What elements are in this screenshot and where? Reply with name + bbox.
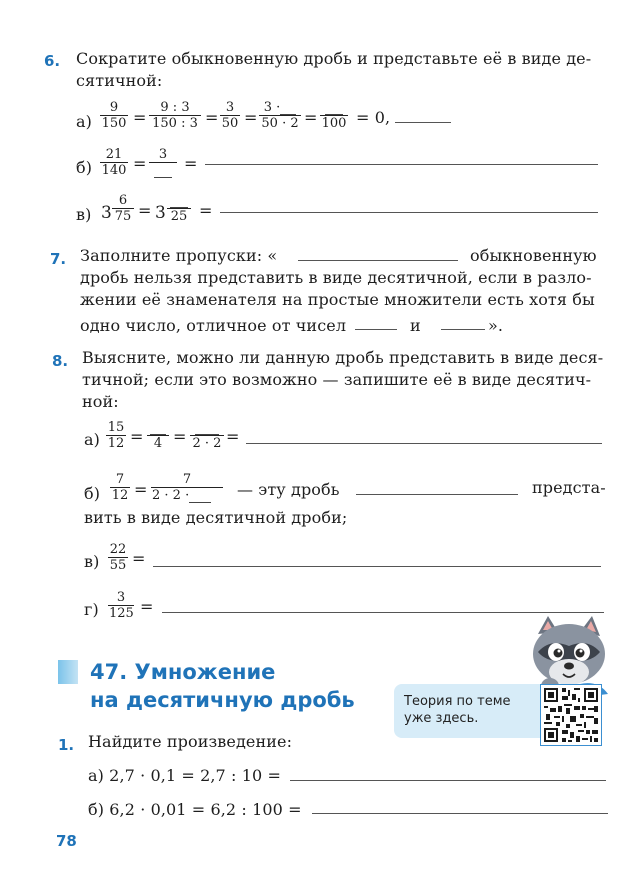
task-number: 7.: [50, 250, 67, 268]
task-text: одно число, отличное от чисел: [80, 316, 347, 335]
fraction[interactable]: $\frac{7}{2 \cdot 2 \cdot}$: [151, 472, 223, 503]
qr-code-icon[interactable]: [540, 684, 602, 746]
item-label: б): [76, 158, 93, 177]
task-number: 8.: [52, 352, 69, 370]
task-text: Сократите обыкновенную дробь и представьте её в виде де-: [76, 49, 592, 68]
item-label: в): [84, 552, 100, 571]
answer-line[interactable]: [162, 612, 604, 613]
item-label: а): [76, 112, 92, 131]
result-text: = 0,: [356, 108, 391, 127]
page-number: 78: [56, 832, 77, 850]
answer-line[interactable]: [290, 780, 606, 781]
whole-part: 3: [155, 203, 166, 223]
fraction: $\frac{15}{12}$: [107, 420, 125, 451]
answer-line[interactable]: [246, 443, 602, 444]
fraction: $\frac{3}{50}$: [221, 100, 239, 131]
task-text: Найдите произведение:: [88, 732, 293, 751]
answer-line[interactable]: [395, 122, 451, 123]
answer-line[interactable]: [298, 260, 458, 261]
item-label: б): [84, 484, 101, 503]
task-text: — эту дробь: [237, 480, 340, 499]
fraction[interactable]: 100: [320, 100, 348, 131]
item-label: а): [84, 430, 100, 449]
fraction: $\frac{9 : 3}{150 : 3}$: [149, 100, 201, 131]
item-label: в): [76, 205, 92, 224]
task-text: вить в виде десятичной дроби;: [84, 508, 348, 527]
item-text: б) 6,2 · 0,01 = 6,2 : 100 =: [88, 800, 302, 819]
answer-line[interactable]: [356, 494, 518, 495]
task-number: 6.: [44, 52, 61, 70]
item-label: г): [84, 600, 99, 619]
task-text: Выясните, можно ли данную дробь представить в виде деся-: [82, 348, 604, 367]
fraction[interactable]: 25: [167, 193, 191, 224]
task-text: и: [410, 316, 421, 335]
answer-line[interactable]: [441, 329, 485, 330]
fraction: $\frac{22}{55}$: [109, 542, 127, 573]
fraction: $\frac{21}{140}$: [101, 147, 127, 178]
answer-line[interactable]: [220, 212, 598, 213]
task-text: дробь нельзя представить в виде десятичной, если в разло-: [80, 268, 592, 287]
section-marker: [58, 660, 78, 684]
whole-part: 3: [101, 203, 112, 223]
task-text: предста-: [532, 478, 606, 497]
fraction: $\frac{7}{12}$: [111, 472, 129, 503]
task-text: жении её знаменателя на простые множители есть хотя бы: [80, 290, 595, 309]
answer-line[interactable]: [355, 329, 397, 330]
fraction: $\frac{3 \cdot}{50 \cdot 2}$: [259, 100, 301, 131]
answer-line[interactable]: [205, 164, 598, 165]
fraction[interactable]: 2 · 2: [190, 420, 224, 451]
section-title: 47. Умножение: [90, 660, 276, 684]
task-text: Заполните пропуски: «: [80, 246, 278, 265]
answer-line[interactable]: [153, 566, 601, 567]
item-text: а) 2,7 · 0,1 = 2,7 : 10 =: [88, 766, 281, 785]
fraction: $\frac{6}{75}$: [112, 193, 134, 224]
section-title: на десятичную дробь: [90, 688, 355, 712]
fraction[interactable]: 3: [149, 147, 177, 178]
answer-line[interactable]: [312, 813, 608, 814]
fraction: $\frac{3}{125}$: [109, 590, 134, 621]
task-text: сятичной:: [76, 71, 163, 90]
task-text: тичной; если это возможно — запишите её в виде десятич-: [82, 370, 592, 389]
fraction: $\frac{9}{150}$: [101, 100, 127, 131]
fraction[interactable]: 4: [147, 420, 169, 451]
task-text: обыкновенную: [470, 246, 597, 265]
task-text: ».: [488, 316, 504, 335]
task-number: 1.: [58, 736, 75, 754]
theory-text: Теория по теме уже здесь.: [404, 694, 511, 726]
task-text: ной:: [82, 392, 119, 411]
